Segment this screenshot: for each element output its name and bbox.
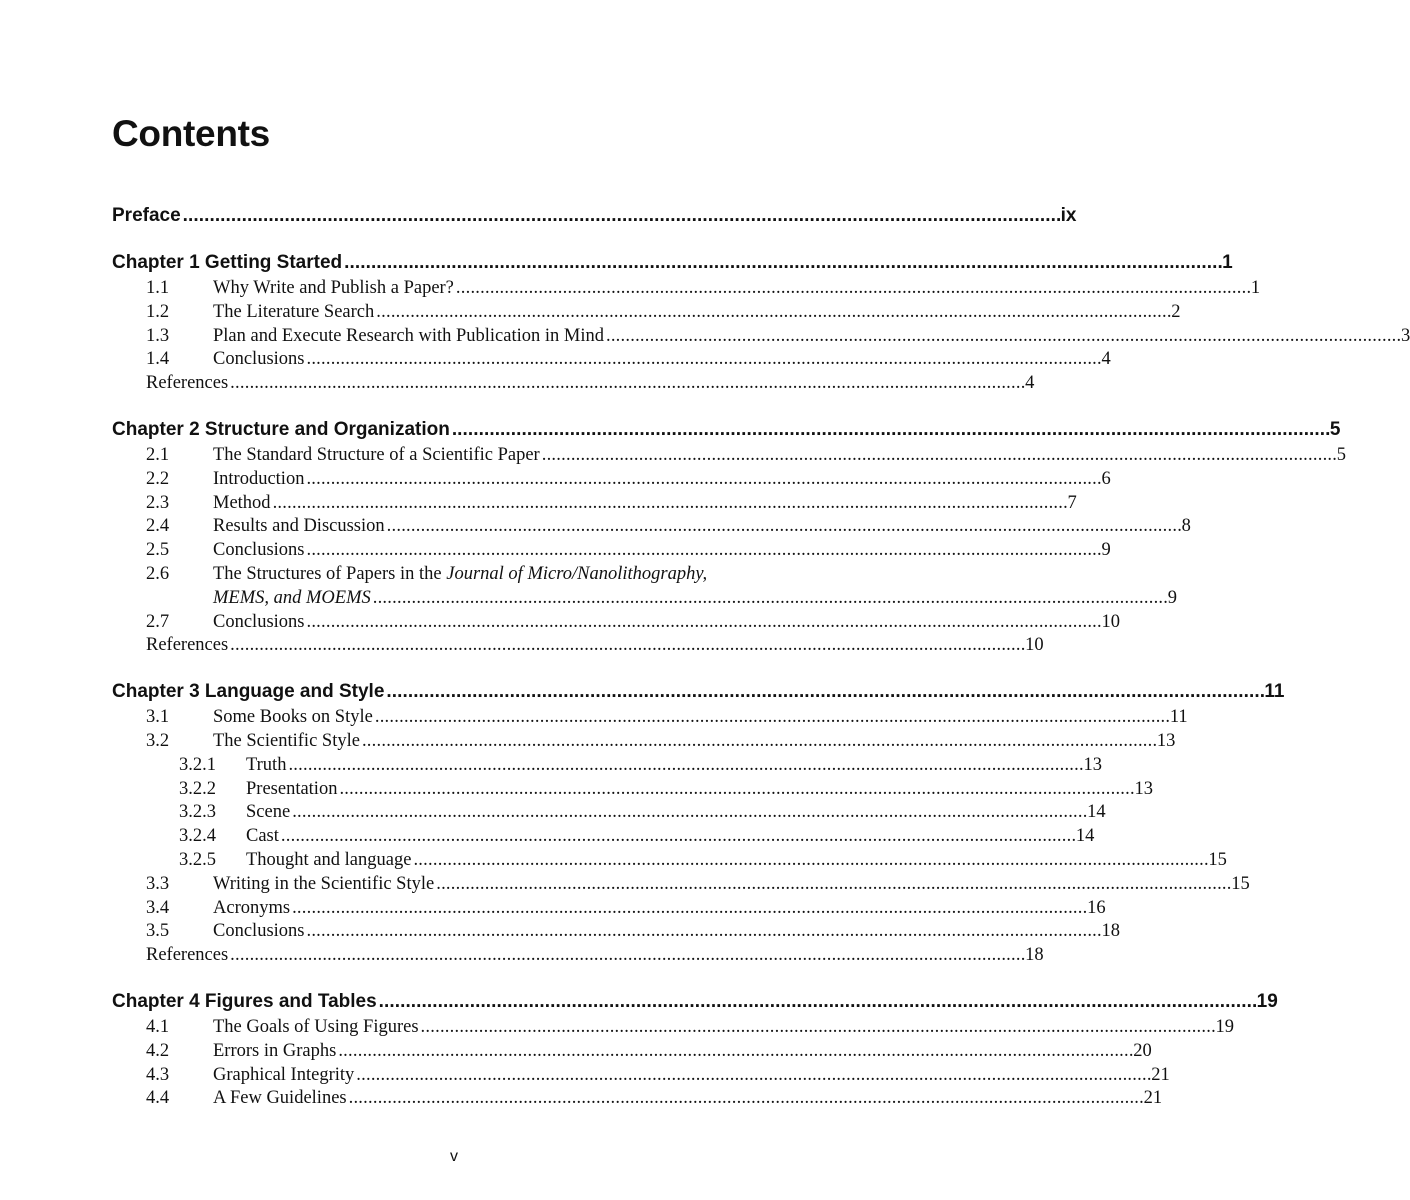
- toc-entry-subsection[interactable]: [112, 778, 1153, 802]
- entry-page: 1: [1222, 252, 1233, 273]
- entry-page: 7: [1067, 492, 1077, 513]
- entry-page: 13: [1134, 778, 1153, 799]
- entry-page: 14: [1075, 826, 1095, 847]
- table-of-contents: [112, 200, 1410, 1111]
- entry-title-prefix: The Structures of Papers in the: [213, 563, 442, 584]
- entry-page: 6: [1101, 468, 1111, 489]
- dot-leader: [273, 492, 1066, 516]
- entry-page: 1: [1250, 278, 1261, 298]
- entry-title: The Goals of Using Figures: [213, 1016, 419, 1037]
- entry-title: Conclusions: [213, 611, 305, 632]
- entry-page: 20: [1133, 1040, 1152, 1061]
- dot-leader: [306, 348, 1099, 372]
- toc-entry-section[interactable]: [112, 301, 1181, 325]
- entry-title: Thought and language: [246, 849, 412, 870]
- toc-entry-section[interactable]: [112, 325, 1410, 349]
- section-number: 1.4: [146, 349, 170, 370]
- section-number: 3.5: [146, 921, 170, 942]
- toc-entry-section[interactable]: [112, 1087, 1163, 1111]
- dot-leader: [288, 754, 1081, 778]
- section-number: 4.4: [146, 1088, 170, 1109]
- entry-page: 10: [1101, 611, 1120, 632]
- toc-entry-chapter[interactable]: [112, 249, 1233, 277]
- toc-entry-references[interactable]: [112, 944, 1044, 968]
- toc-entry-section[interactable]: [112, 444, 1346, 468]
- section-number: 4.1: [146, 1016, 170, 1037]
- chapter-block: [112, 988, 1278, 1111]
- section-number: 4.2: [146, 1040, 170, 1061]
- chapter-block: [112, 678, 1285, 968]
- section-number: 4.3: [146, 1064, 170, 1085]
- entry-page: 15: [1231, 873, 1250, 894]
- section-number: 2.6: [146, 563, 170, 584]
- entry-page: 18: [1025, 945, 1044, 966]
- page-title: Contents: [112, 113, 270, 154]
- section-number: 1.2: [146, 301, 170, 322]
- dot-leader: [387, 515, 1180, 539]
- entry-title: Some Books on Style: [213, 707, 373, 728]
- section-number: 2.4: [146, 516, 170, 537]
- dot-leader: [356, 1064, 1149, 1088]
- entry-page: 4: [1101, 349, 1111, 370]
- section-number: 2.1: [146, 444, 170, 465]
- entry-title: Chapter 2 Structure and Organization: [112, 418, 450, 440]
- toc-entry-section[interactable]: [112, 1040, 1152, 1064]
- toc-entry-chapter[interactable]: [112, 678, 1285, 706]
- entry-page: 3: [1400, 325, 1410, 346]
- entry-title: Method: [213, 492, 271, 513]
- entry-page: 18: [1101, 921, 1120, 942]
- entry-title: Conclusions: [213, 540, 305, 561]
- entry-title: Truth: [246, 754, 287, 775]
- entry-title: Errors in Graphs: [213, 1040, 337, 1061]
- dot-leader: [386, 678, 1262, 706]
- journal-name-part-2: MEMS, and MOEMS: [213, 587, 371, 608]
- entry-title: Preface: [112, 205, 181, 226]
- section-number: 2.5: [146, 540, 170, 561]
- toc-entry-section[interactable]: [112, 348, 1111, 372]
- dot-leader: [373, 587, 1166, 611]
- dot-leader: [338, 1040, 1131, 1064]
- subsection-number: 3.2.4: [179, 826, 216, 847]
- toc-entry-references[interactable]: [112, 372, 1035, 396]
- entry-page: ix: [1060, 205, 1077, 226]
- dot-leader: [306, 611, 1099, 635]
- entry-page: 13: [1156, 730, 1176, 751]
- entry-title: Cast: [246, 826, 279, 847]
- toc-entry-section[interactable]: [112, 563, 1177, 611]
- page-number: v: [450, 1148, 458, 1165]
- toc-entry-section[interactable]: [112, 706, 1188, 730]
- toc-entry-section[interactable]: [112, 492, 1077, 516]
- dot-leader: [230, 372, 1023, 396]
- entry-title: A Few Guidelines: [213, 1088, 347, 1109]
- entry-title: Chapter 1 Getting Started: [112, 252, 343, 273]
- entry-title: The Standard Structure of a Scientific Paper: [213, 444, 540, 465]
- section-number: 2.2: [146, 468, 170, 489]
- chapter-block: [112, 249, 1410, 396]
- entry-title: Chapter 4 Figures and Tables: [112, 990, 377, 1012]
- toc-entry-subsection[interactable]: [112, 754, 1102, 778]
- toc-entry-section[interactable]: [112, 1016, 1235, 1040]
- entry-title-line-2: [213, 587, 1177, 611]
- section-number: 1.3: [146, 325, 170, 346]
- section-number: 3.2: [146, 730, 170, 751]
- toc-entry-section[interactable]: [112, 277, 1261, 301]
- toc-entry-section[interactable]: [112, 1064, 1170, 1088]
- entry-page: 11: [1169, 707, 1188, 728]
- dot-leader: [375, 706, 1168, 730]
- entry-page: 19: [1215, 1016, 1235, 1037]
- entry-page: 21: [1143, 1088, 1163, 1109]
- dot-leader: [339, 778, 1132, 802]
- entry-page: 8: [1181, 516, 1191, 537]
- dot-leader: [306, 920, 1099, 944]
- entry-page: 5: [1336, 444, 1346, 465]
- dot-leader: [456, 277, 1249, 301]
- dot-leader: [306, 539, 1099, 563]
- dot-leader: [413, 849, 1206, 873]
- dot-leader: [379, 988, 1255, 1016]
- entry-title-line-1: [213, 563, 1177, 587]
- entry-title: Graphical Integrity: [213, 1064, 355, 1085]
- section-number: 3.4: [146, 897, 170, 918]
- entry-page: 21: [1151, 1064, 1170, 1085]
- toc-entry-preface[interactable]: [112, 200, 1077, 232]
- toc-entry-section[interactable]: [112, 468, 1111, 492]
- dot-leader: [281, 825, 1074, 849]
- entry-title: Chapter 3 Language and Style: [112, 681, 385, 703]
- section-number: 2.3: [146, 492, 170, 513]
- toc-entry-section[interactable]: [112, 539, 1111, 563]
- dot-leader: [349, 1087, 1142, 1111]
- entry-page: 13: [1083, 754, 1102, 775]
- entry-title: The Literature Search: [213, 301, 375, 322]
- dot-leader: [292, 801, 1085, 825]
- dot-leader: [230, 944, 1023, 968]
- toc-entry-references[interactable]: [112, 634, 1044, 658]
- entry-title: Presentation: [246, 778, 338, 799]
- entry-page: 5: [1329, 418, 1341, 440]
- entry-title: Conclusions: [213, 349, 305, 370]
- dot-leader: [542, 444, 1335, 468]
- dot-leader: [421, 1016, 1214, 1040]
- entry-page: 2: [1171, 301, 1181, 322]
- entry-page: 15: [1208, 849, 1227, 870]
- entry-title: Scene: [246, 802, 291, 823]
- entry-page: 9: [1101, 540, 1111, 561]
- dot-leader: [606, 325, 1399, 349]
- chapter-block: [112, 416, 1346, 658]
- section-number: 1.1: [146, 278, 170, 298]
- entry-page: 11: [1264, 681, 1285, 703]
- entry-title: References: [146, 373, 229, 394]
- subsection-number: 3.2.3: [179, 802, 216, 823]
- dot-leader: [344, 249, 1220, 277]
- toc-entry-section[interactable]: [112, 515, 1191, 539]
- toc-entry-chapter[interactable]: [112, 416, 1341, 444]
- entry-page: 19: [1256, 990, 1278, 1012]
- entry-title: Acronyms: [213, 897, 291, 918]
- section-number: 2.7: [146, 611, 170, 632]
- entry-title: Why Write and Publish a Paper?: [213, 278, 454, 298]
- toc-entry-section[interactable]: [112, 873, 1250, 897]
- entry-title: Conclusions: [213, 921, 305, 942]
- toc-entry-section[interactable]: [112, 897, 1106, 921]
- toc-entry-section[interactable]: [112, 920, 1120, 944]
- entry-title: The Scientific Style: [213, 730, 360, 751]
- toc-entry-subsection[interactable]: [112, 801, 1106, 825]
- toc-entry-section[interactable]: [112, 611, 1120, 635]
- entry-title: Plan and Execute Research with Publication in Mind: [213, 325, 604, 346]
- subsection-number: 3.2.1: [179, 754, 216, 775]
- dot-leader: [183, 200, 1059, 232]
- journal-name-part-1: Journal of Micro/Nanolithography,: [446, 563, 708, 584]
- dot-leader: [436, 873, 1229, 897]
- toc-entry-subsection[interactable]: [112, 849, 1227, 873]
- entry-title: Introduction: [213, 468, 305, 489]
- entry-page: 14: [1087, 802, 1106, 823]
- entry-title: Writing in the Scientific Style: [213, 873, 435, 894]
- subsection-number: 3.2.2: [179, 778, 216, 799]
- section-number: 3.3: [146, 873, 170, 894]
- dot-leader: [376, 301, 1169, 325]
- entry-title: Results and Discussion: [213, 516, 385, 537]
- dot-leader: [362, 730, 1155, 754]
- entry-page: 4: [1025, 373, 1035, 394]
- dot-leader: [292, 897, 1085, 921]
- toc-entry-chapter[interactable]: [112, 988, 1278, 1016]
- dot-leader: [452, 416, 1328, 444]
- toc-entry-section[interactable]: [112, 730, 1176, 754]
- entry-page: 16: [1087, 897, 1106, 918]
- entry-title: References: [146, 635, 229, 656]
- entry-title: References: [146, 945, 229, 966]
- subsection-number: 3.2.5: [179, 849, 216, 870]
- entry-page: 10: [1025, 635, 1044, 656]
- entry-page: 9: [1167, 587, 1177, 608]
- section-number: 3.1: [146, 707, 170, 728]
- toc-entry-subsection[interactable]: [112, 825, 1095, 849]
- dot-leader: [306, 468, 1099, 492]
- dot-leader: [230, 634, 1023, 658]
